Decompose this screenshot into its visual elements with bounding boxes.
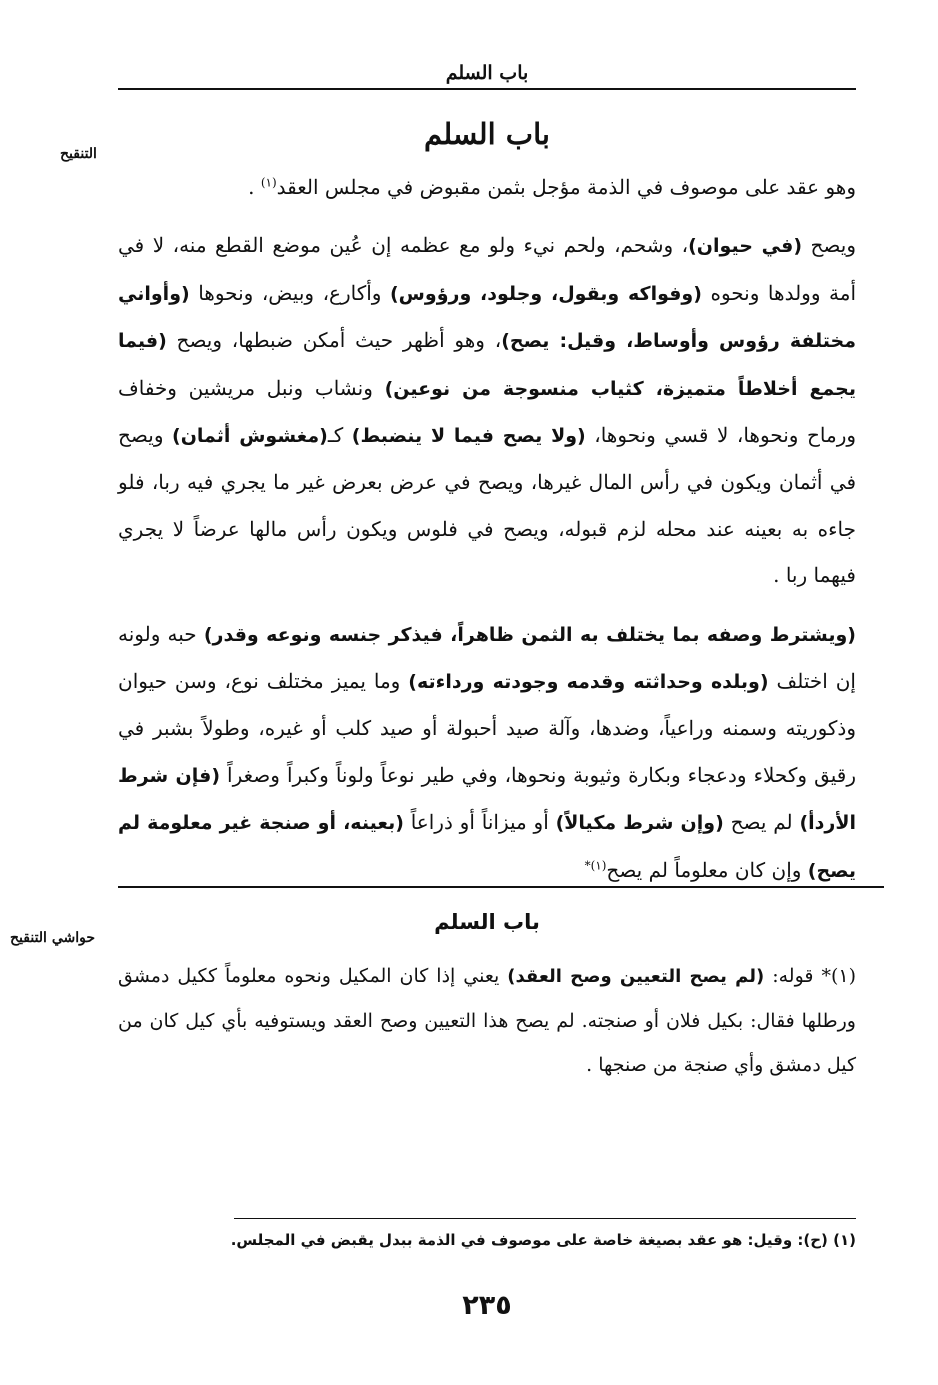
hawashi-note: (١)* قوله: (لم يصح التعيين وصح العقد) يعني إذا كان المكيل ونحوه معلوماً ككيل دمشق ورطلها فقال: بكيل فلان أو صنجته. لم يصح هذا التعيين وصح العقد ويستوفيه بأي كيل كان من كيل دمشق وأي صنجة من صنجها . bbox=[118, 965, 856, 1076]
header-rule bbox=[118, 88, 856, 90]
main-text bbox=[118, 164, 856, 894]
hawashi-title: باب السلم bbox=[434, 910, 540, 934]
paragraph-conditions: (ويشترط وصفه بما يختلف به الثمن ظاهراً، فيذكر جنسه ونوعه وقدر) حبه ولونه إن اختلف (وبلده وحداثته وقدمه وجودته ورداءته) وما يميز مختلف نوع، وسن حيوان وذكوريته وسمنه وراعياً، وضدها، وآلة صيد أحبولة أو صيد كلب أو غيره، وطولاً بشبر في رقيق وكحلاء ودعجاء وبكارة وثيوبة ونحوها، وفي طير نوعاً ولوناً وكبراً وصغراً (فإن شرط الأردأ) لم يصح (وإن شرط مكيالاً) أو ميزاناً أو ذراعاً (بعينه، أو صنجة غير معلومة لم يصح) وإن كان معلوماً لم يصح$^{(١)*}$ bbox=[118, 621, 856, 882]
section-rule bbox=[118, 886, 884, 888]
paragraph-valid-items: ويصح (في حيوان)، وشحم، ولحم نيء ولو مع عظمه إن عُين موضع القطع منه، لا في أمة وولدها ونحوه (وفواكه وبقول، وجلود، ورؤوس) وأكارع، وبيض، ونحوها (وأواني مختلفة رؤوس وأوساط، وقيل: يصح)، وهو أظهر حيث أمكن ضبطها، ويصح (فيما يجمع أخلاطاً متميزة، كثياب منسوجة من نوعين) ونشاب ونبل مريشين وخفاف ورماح ونحوها، لا قسي ونحوها، (ولا يصح فيما لا ينضبط) كـ(مغشوش أثمان) ويصح في أثمان ويكون في رأس المال غيرها، ويصح في عرض بعرض غير ما يجري فيه ربا، فلو جاءه به بعينه عند محله لزم قبوله، ويصح في فلوس ويكون رأس مالها عرضاً لا يجري فيهما ربا . bbox=[118, 233, 857, 588]
footnote-ref: (١) bbox=[260, 175, 277, 190]
paragraph-definition: وهو عقد على موصوف في الذمة مؤجل بثمن مقبوض في مجلس العقد$^{(١)}$ . bbox=[248, 175, 856, 199]
margin-label-tanqih: التنقيح bbox=[60, 146, 97, 162]
margin-label-hawashi: حواشي التنقيح bbox=[10, 930, 95, 946]
hawashi-ref: (١)* bbox=[584, 858, 607, 873]
page-number: ٢٣٥ bbox=[462, 1290, 512, 1321]
hawashi-text bbox=[118, 954, 856, 1087]
footnote: (١) (ح): وقيل: هو عقد بصيغة خاصة على موصوف في الذمة ببدل يقبض في المجلس. bbox=[230, 1231, 856, 1249]
running-header: باب السلم bbox=[445, 62, 529, 84]
footnote-rule bbox=[234, 1218, 856, 1219]
chapter-title: باب السلم bbox=[424, 117, 550, 151]
